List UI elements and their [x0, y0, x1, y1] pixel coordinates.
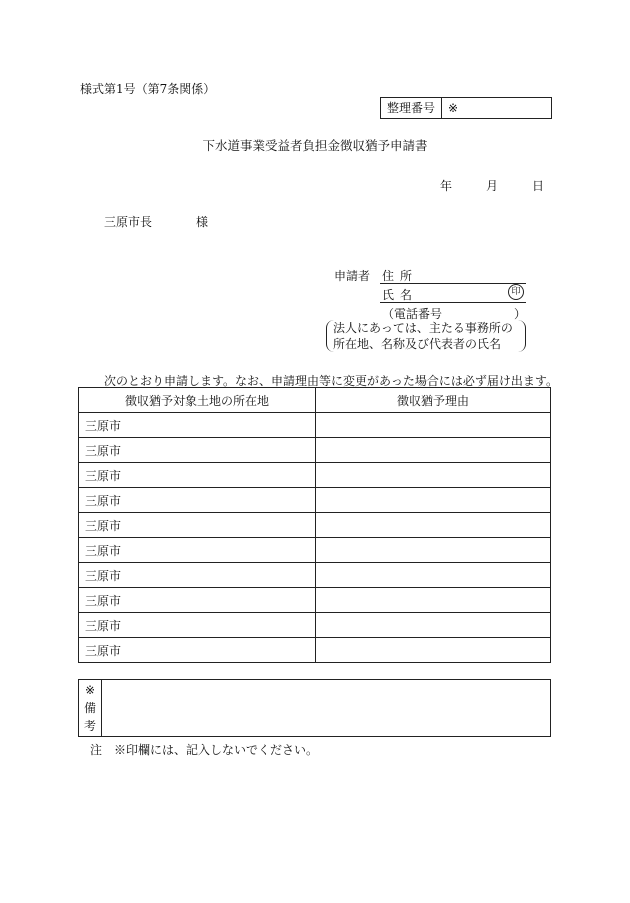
- remarks-char1: 備: [83, 701, 96, 715]
- reason-cell[interactable]: [316, 538, 551, 563]
- reason-cell[interactable]: [316, 488, 551, 513]
- location-cell[interactable]: 三原市: [79, 538, 316, 563]
- remarks-label: [79, 680, 102, 736]
- address-underline: [380, 283, 526, 284]
- header-location: 徴収猶予対象土地の所在地: [79, 388, 316, 413]
- date-year: 年: [440, 179, 453, 193]
- address-label: 住所: [382, 269, 419, 283]
- reason-cell[interactable]: [316, 413, 551, 438]
- table-row: [79, 513, 551, 538]
- reference-number-mark: ※: [448, 101, 459, 115]
- deferral-table: [78, 387, 551, 663]
- remarks-field[interactable]: [102, 680, 550, 736]
- name-label: 氏名: [382, 288, 419, 302]
- footnote: 注 ※印欄には、記入しないでください。: [90, 743, 319, 757]
- phone-close-paren: ）: [514, 307, 527, 321]
- addressee-name: 三原市長: [104, 215, 153, 229]
- location-cell[interactable]: 三原市: [79, 588, 316, 613]
- reason-cell[interactable]: [316, 638, 551, 663]
- table-row: [79, 488, 551, 513]
- location-cell[interactable]: 三原市: [79, 563, 316, 588]
- reason-cell[interactable]: [316, 563, 551, 588]
- location-cell[interactable]: 三原市: [79, 438, 316, 463]
- location-cell[interactable]: 三原市: [79, 488, 316, 513]
- reason-cell[interactable]: [316, 613, 551, 638]
- reference-number-label: 整理番号: [381, 98, 442, 118]
- name-underline: [380, 302, 526, 303]
- reason-cell[interactable]: [316, 588, 551, 613]
- addressee-honorific: 様: [196, 215, 209, 229]
- corporate-note: [326, 320, 526, 352]
- remarks-char2: 考: [83, 719, 96, 733]
- date-day: 日: [532, 179, 545, 193]
- table-row: [79, 588, 551, 613]
- applicant-label: 申請者: [334, 269, 371, 283]
- corporate-note-line1: 法人にあっては、主たる事務所の: [333, 321, 513, 335]
- date-line: [440, 177, 578, 194]
- reason-cell[interactable]: [316, 438, 551, 463]
- table-row: [79, 638, 551, 663]
- table-row: [79, 538, 551, 563]
- table-header-row: [79, 388, 551, 413]
- document-title: 下水道事業受益者負担金徴収猶予申請書: [202, 138, 428, 153]
- reason-cell[interactable]: [316, 463, 551, 488]
- phone-label: （電話番号: [382, 307, 443, 321]
- table-row: [79, 563, 551, 588]
- date-month: 月: [486, 179, 499, 193]
- table-row: [79, 413, 551, 438]
- form-number: 様式第1号（第7条関係）: [80, 82, 216, 96]
- corporate-note-line2: 所在地、名称及び代表者の氏名: [333, 337, 502, 351]
- table-row: [79, 438, 551, 463]
- location-cell[interactable]: 三原市: [79, 513, 316, 538]
- table-row: [79, 463, 551, 488]
- table-row: [79, 613, 551, 638]
- seal-icon: 印: [508, 284, 524, 300]
- intro-text: 次のとおり申請します。なお、申請理由等に変更があった場合には必ず届け出ます。: [104, 374, 558, 388]
- reason-cell[interactable]: [316, 513, 551, 538]
- reference-number-box: [380, 97, 552, 119]
- header-reason: 徴収猶予理由: [316, 388, 551, 413]
- remarks-box: [78, 679, 551, 737]
- location-cell[interactable]: 三原市: [79, 463, 316, 488]
- location-cell[interactable]: 三原市: [79, 638, 316, 663]
- location-cell[interactable]: 三原市: [79, 413, 316, 438]
- remarks-mark: ※: [84, 683, 96, 697]
- location-cell[interactable]: 三原市: [79, 613, 316, 638]
